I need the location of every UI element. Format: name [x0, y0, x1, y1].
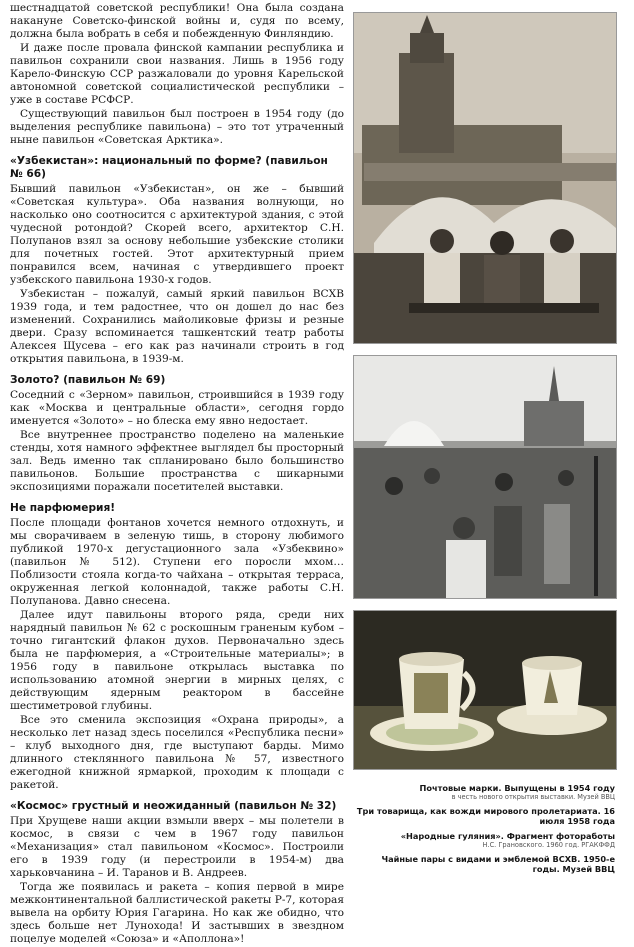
article-text-column	[10, 2, 344, 947]
section-paragraph: При Хрущеве наши акции взмыли вверх – мы полетели в космос, в связи с чем в 1967 году павильон «Механизация» стал павильоном «Космос». Построили его в 1939 году (и перестроили в 1954-м) два харьковчанина – И. Таранов и В. Андреев.	[10, 815, 344, 879]
section-paragraph: Тогда же появилась и ракета – копия первой в мире межконтинентальной баллистической ракеты Р-7, которая вывела на орбиту Юрия Гагарина. Но как же обидно, что здесь больше нет Лунохода! И застывших в звездном поцелуе моделей «Союза» и «Аполлона»!	[10, 881, 344, 945]
caption-stamps-credit: в честь нового открытия выставки. Музей ВВЦ	[451, 793, 615, 801]
section-paragraph: Узбекистан – пожалуй, самый яркий павильон ВСХВ 1939 года, и тем радостнее, что он дошел до нас без изменений. Сохранились майоликовые фризы и резные двери. Сразу вспоминается ташкентский театр работы Алексея Щусева – его как раз начинали строить в год открытия павильона, в 1939-м.	[10, 288, 344, 365]
section-heading-uzbekistan: «Узбекистан»: национальный по форме? (павильон № 66)	[10, 155, 328, 180]
intro-paragraph: Существующий павильон был построен в 1954 году (до выделения республике павильона) – это тот утраченный ныне павильон «Советская Арктика».	[10, 108, 344, 146]
intro-paragraph: шестнадцатой советской республики! Она была создана накануне Советско-финской войны и, судя по всему, должна была вобрать в себя и побежденную Финляндию.	[10, 2, 344, 40]
intro-paragraph: И даже после провала финской кампании республика и павильон сохранили свои названия. Лишь в 1956 году Карело-Финскую ССР разжаловали до уровня Карельской автономной советской социалистической республики – уже в составе РСФСР.	[10, 42, 344, 106]
caption-tea-cups: Чайные пары с видами и эмблемой ВСХВ. 1950-е годы. Музей ВВЦ	[381, 854, 615, 874]
section-paragraph: Далее идут павильоны второго ряда, среди них нарядный павильон № 62 с роскошным граненым кубом – точно гигантский флакон духов. Первоначально здесь была не парфюмерия, а «Строительные материалы»; в 1956 году в павильоне открылась выставка по использованию атомной энергии в мирных целях, с действующим ядерным реактором в бассейне шестиметровой глубины.	[10, 609, 344, 712]
section-paragraph: Все это сменила экспозиция «Охрана природы», а несколько лет назад здесь поселился «Республика песни» – клуб выходного дня, где выступают барды. Мимо длинного стеклянного павильона № 57, известного ежегодной книжной ярмаркой, проходим к площади с ракетой.	[10, 714, 344, 791]
caption-festivities-credit: Н.С. Грановского. 1960 год. РГАКФФД	[482, 841, 615, 849]
caption-stamps: Почтовые марки. Выпущены в 1954 году	[419, 783, 615, 793]
section-paragraph: После площади фонтанов хочется немного отдохнуть, и мы сворачиваем в зеленую тишь, в сторону любимого публикой 1970-х дегустационного зала «Узбеквино» (павильон № 512). Ступени его поросли мхом… Поблизости стояла когда-то чайхана – открытая терраса, окруженная легкой колоннадой, также работы С.Н. Полупанова. Давно снесена.	[10, 517, 344, 607]
caption-festivities: «Народные гуляния». Фрагмент фотоработы	[400, 831, 615, 841]
caption-three-comrades: Три товарища, как вожди мирового пролетариата. 16 июля 1958 года	[356, 806, 615, 826]
section-heading-kosmos: «Космос» грустный и неожиданный (павильон № 32)	[10, 800, 337, 812]
photo-crowd-festivities	[353, 355, 617, 599]
section-paragraph: Соседний с «Зерном» павильон, строившийся в 1939 году как «Москва и центральные области», сегодня гордо именуется «Золото» – но блеска ему явно недостает.	[10, 389, 344, 427]
photo-captions	[353, 778, 615, 874]
section-heading-perfumery: Не парфюмерия!	[10, 502, 116, 514]
section-heading-gold: Золото? (павильон № 69)	[10, 374, 166, 386]
photo-three-comrades	[353, 12, 617, 344]
section-paragraph: Все внутреннее пространство поделено на маленькие стенды, хотя намного эффектнее выглядел бы просторный зал. Ведь именно так спланировано было большинство павильонов. Большие пространства с шикарными экспозициями поражали посетителей выставки.	[10, 429, 344, 493]
section-paragraph: Бывший павильон «Узбекистан», он же – бывший «Советская культура». Оба названия волнующи, но насколько оно соотносится с архитектурой здания, с этой чудесной ротондой? Скорей всего, архитектор С.Н. Полупанов взял за основу небольшие узбекские столики для почетных гостей. Этот архитектурный прием понравился всем, начиная с утвердившего проект узбекского павильона 1930-х годов.	[10, 183, 344, 286]
photo-tea-cups	[353, 610, 617, 770]
